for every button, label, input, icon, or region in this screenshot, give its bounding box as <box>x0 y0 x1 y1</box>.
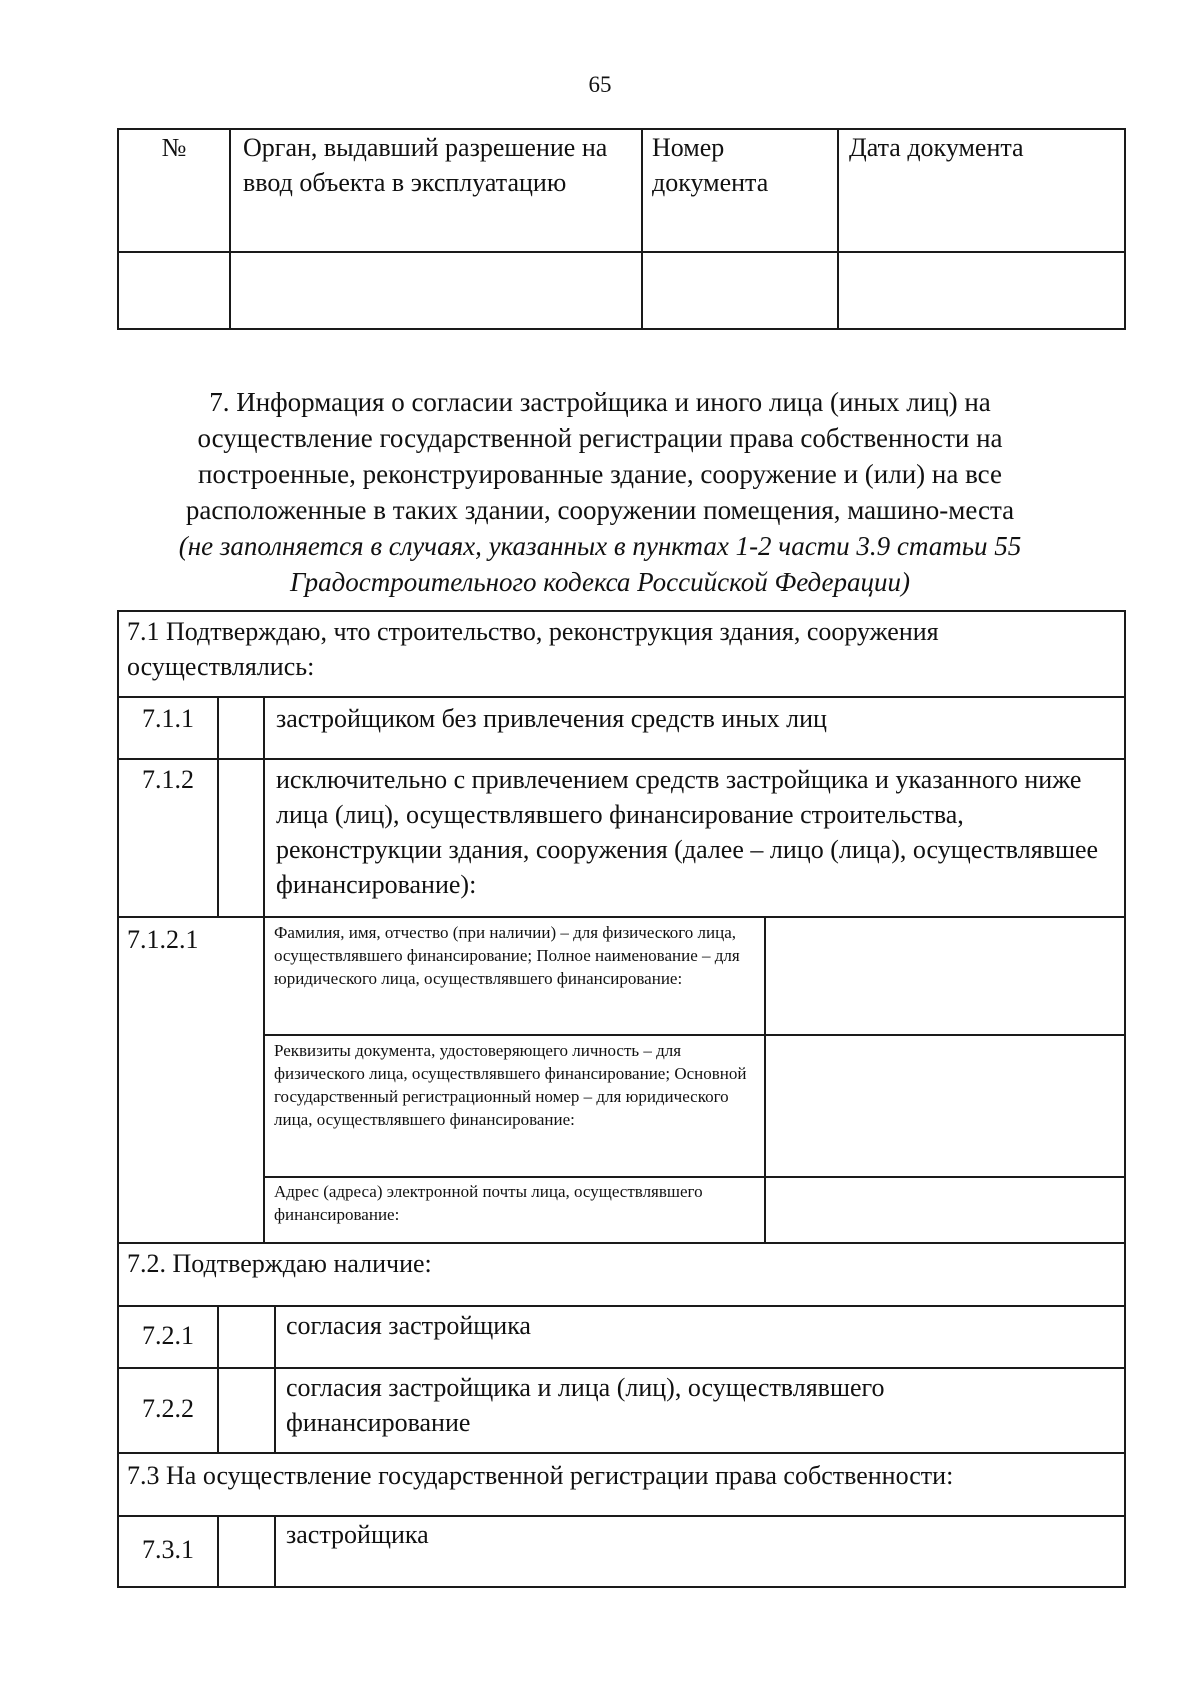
permit-cell-doc-number[interactable] <box>643 253 837 328</box>
item-7-3-1-text: застройщика <box>286 1520 429 1549</box>
item-7-1-2-1-number: 7.1.2.1 <box>127 925 199 954</box>
section-7-note: (не заполняется в случаях, указанных в пунктах 1-2 части 3.9 статьи 55 Градостроительного кодекса Российской Федерации) <box>178 531 1022 597</box>
permit-cell-doc-date[interactable] <box>839 253 1124 328</box>
permit-header-doc-date: Дата документа <box>849 133 1024 162</box>
section-7-1-title: 7.1 Подтверждаю, что строительство, реконструкция здания, сооружения осуществлялись: <box>127 617 939 681</box>
item-7-1-1-number: 7.1.1 <box>142 704 194 733</box>
item-7-1-2-text: исключительно с привлечением средств застройщика и указанного ниже лица (лиц), осуществлявшего финансирование строительства, реконструкции здания, сооружения (далее – лицо (лица), осуществлявшее финансирование): <box>276 765 1099 899</box>
item-7-2-2-checkbox[interactable] <box>219 1369 274 1452</box>
financier-email-label: Адрес (адреса) электронной почты лица, осуществлявшего финансирование: <box>274 1182 703 1224</box>
financier-doc-field[interactable] <box>766 1036 1124 1176</box>
item-7-1-1-checkbox[interactable] <box>219 698 263 758</box>
financier-email-field[interactable] <box>766 1178 1124 1242</box>
item-7-1-1-text: застройщиком без привлечения средств иных лиц <box>276 704 827 733</box>
page-number: 65 <box>588 72 612 97</box>
permit-header-number: № <box>161 133 187 162</box>
financier-name-label: Фамилия, имя, отчество (при наличии) – для физического лица, осуществлявшего финансирование; Полное наименование – для юридического лица, осуществлявшего финансирование: <box>274 923 740 988</box>
financier-doc-label: Реквизиты документа, удостоверяющего личность – для физического лица, осуществлявшего финансирование; Основной государственный регистрационный номер – для юридического лица, осуществлявшего финансирование: <box>274 1041 747 1129</box>
permit-header-authority: Орган, выдавший разрешение на ввод объекта в эксплуатацию <box>243 133 608 197</box>
item-7-2-1-checkbox[interactable] <box>219 1307 274 1367</box>
item-7-1-2-checkbox[interactable] <box>219 760 263 916</box>
item-7-3-1-checkbox[interactable] <box>219 1517 274 1586</box>
item-7-3-1-number: 7.3.1 <box>142 1535 194 1564</box>
section-7-2-title: 7.2. Подтверждаю наличие: <box>127 1249 432 1278</box>
section-7-title: 7. Информация о согласии застройщика и иного лица (иных лиц) на осуществление государственной регистрации права собственности на построенные, реконструированные здание, сооружение и (или) на все расположенные в таких здании, сооружении помещения, машино-места <box>185 387 1015 525</box>
item-7-2-1-number: 7.2.1 <box>142 1321 194 1350</box>
section-7-3-title: 7.3 На осуществление государственной регистрации права собственности: <box>127 1461 954 1490</box>
permit-cell-authority[interactable] <box>231 253 641 328</box>
financier-name-field[interactable] <box>766 918 1124 1034</box>
item-7-2-1-text: согласия застройщика <box>286 1311 531 1340</box>
permit-cell-number[interactable] <box>119 253 229 328</box>
item-7-2-2-number: 7.2.2 <box>142 1394 194 1423</box>
item-7-1-2-number: 7.1.2 <box>142 765 194 794</box>
permit-header-doc-number: Номер документа <box>652 133 769 197</box>
item-7-2-2-text: согласия застройщика и лица (лиц), осуществлявшего финансирование <box>286 1373 885 1437</box>
